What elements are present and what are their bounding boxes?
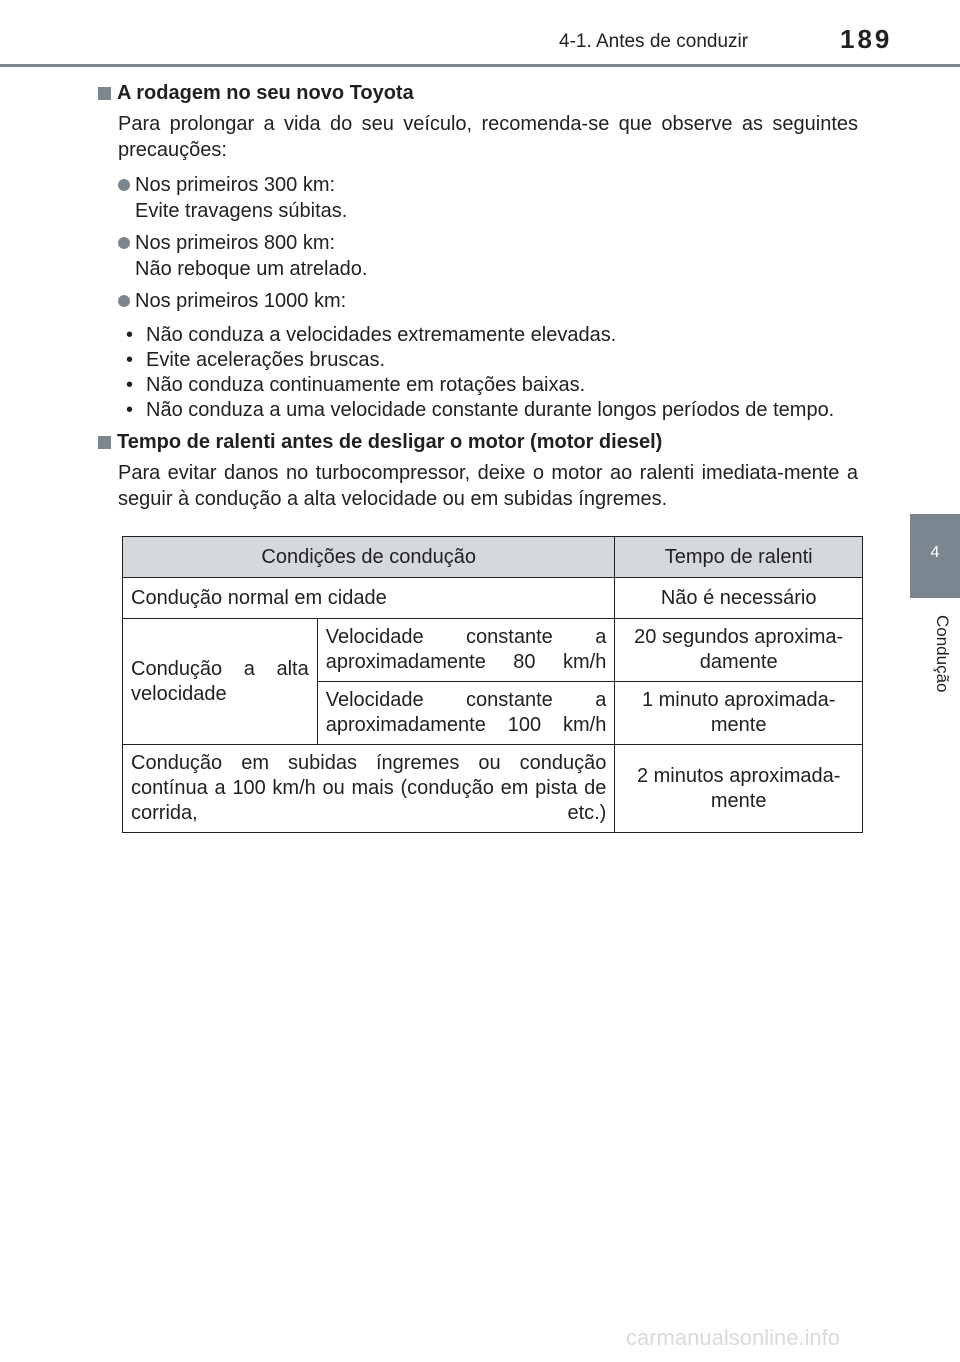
table-cell: Não é necessário: [615, 578, 863, 619]
list-item-title: Nos primeiros 1000 km:: [135, 290, 347, 312]
sub-bullet-text: Não conduza a uma velocidade constante durante longos períodos de tempo.: [146, 399, 835, 421]
page-content: [98, 80, 858, 512]
idle-time-table: [122, 536, 863, 833]
table-cell: 20 segundos aproxima-damente: [615, 619, 863, 682]
idle-paragraph: Para evitar danos no turbocompressor, deixe o motor ao ralenti imediata-mente a seguir à condução a alta velocidade ou em subidas íngremes.: [118, 462, 858, 510]
list-item: [118, 230, 858, 282]
circle-bullet-icon: [118, 237, 130, 249]
column-header: Tempo de ralenti: [615, 537, 863, 578]
header-rule: [0, 64, 960, 67]
list-item-text: Não reboque um atrelado.: [135, 258, 368, 280]
table-cell: 1 minuto aproximada-mente: [615, 682, 863, 745]
circle-bullet-icon: [118, 295, 130, 307]
table-row: [123, 578, 863, 619]
sub-bullet-text: Não conduza continuamente em rotações baixas.: [146, 374, 586, 396]
dot-bullet-icon: •: [126, 374, 134, 396]
page-number: 189: [840, 24, 893, 54]
chapter-tab-label: Condução: [933, 615, 952, 693]
intro-paragraph: Para prolongar a vida do seu veículo, recomenda-se que observe as seguintes precauções:: [118, 113, 858, 161]
sub-bullet-list: [126, 323, 858, 423]
square-bullet-icon: [98, 87, 111, 100]
chapter-tab: [910, 514, 960, 598]
table-cell: Condução em subidas íngremes ou condução contínua a 100 km/h ou mais (condução em pista de corrida, etc.): [123, 745, 615, 833]
list-item-title: Nos primeiros 800 km:: [135, 232, 336, 254]
dot-bullet-icon: •: [126, 324, 134, 346]
table-row: [123, 619, 863, 682]
table-header-row: [123, 537, 863, 578]
section-heading-idle: [98, 429, 858, 455]
sub-bullet-text: Evite acelerações bruscas.: [146, 349, 386, 371]
sub-bullet-item: [126, 348, 858, 373]
sub-bullet-item: [126, 323, 858, 348]
table-cell: Condução normal em cidade: [123, 578, 615, 619]
table-cell: Condução a alta velocidade: [123, 619, 318, 745]
section-heading-break-in: [98, 80, 858, 106]
watermark: carmanualsonline.info: [626, 1325, 841, 1350]
sub-bullet-item: [126, 373, 858, 398]
table-cell: Velocidade constante a aproximadamente 80 km/h: [317, 619, 615, 682]
dot-bullet-icon: •: [126, 349, 134, 371]
section-heading-text: Tempo de ralenti antes de desligar o motor (motor diesel): [117, 431, 663, 453]
chapter-tab-number: 4: [930, 544, 940, 561]
column-header: Condições de condução: [123, 537, 615, 578]
section-heading-text: A rodagem no seu novo Toyota: [117, 82, 414, 104]
dot-bullet-icon: •: [126, 399, 134, 421]
sub-bullet-item: [126, 398, 858, 423]
list-item-title: Nos primeiros 300 km:: [135, 174, 336, 196]
table-row: [123, 745, 863, 833]
table-cell: Velocidade constante a aproximadamente 100 km/h: [317, 682, 615, 745]
list-item: [118, 172, 858, 224]
section-title: 4-1. Antes de conduzir: [559, 31, 749, 52]
table-cell: 2 minutos aproximada-mente: [615, 745, 863, 833]
list-item: [118, 288, 858, 314]
circle-bullet-icon: [118, 179, 130, 191]
square-bullet-icon: [98, 436, 111, 449]
sub-bullet-text: Não conduza a velocidades extremamente elevadas.: [146, 324, 617, 346]
list-item-text: Evite travagens súbitas.: [135, 200, 348, 222]
